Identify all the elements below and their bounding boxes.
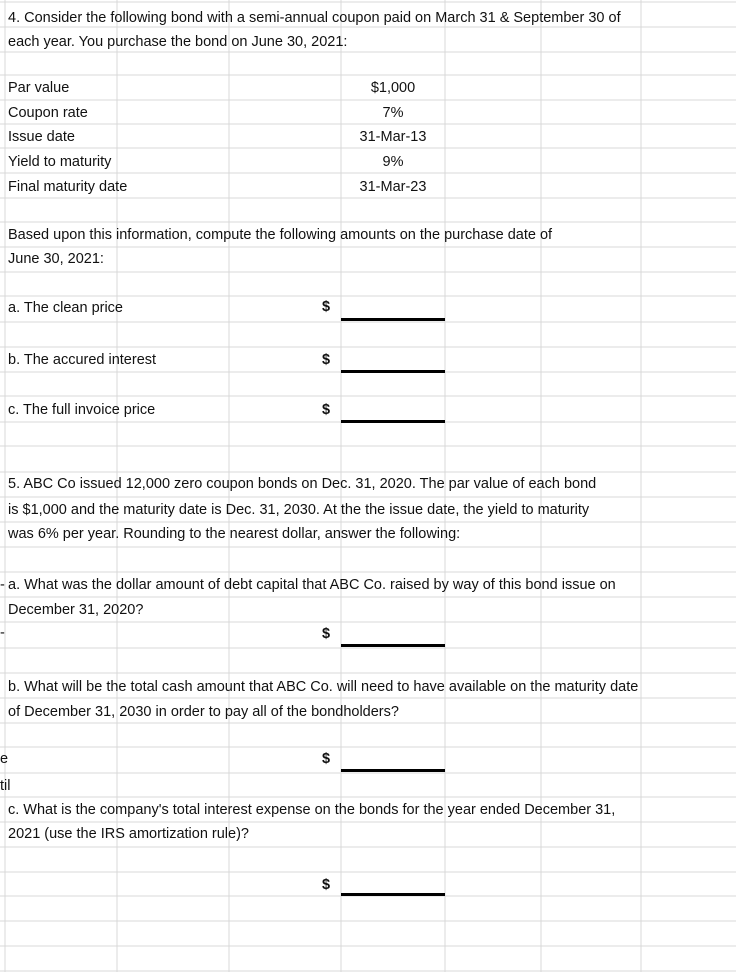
q5b-line1: b. What will be the total cash amount that ABC Co. will need to have available on the maturity date	[8, 679, 639, 695]
invoice-price-answer-line[interactable]	[341, 420, 445, 423]
param-value-par-value: $1,000	[370, 80, 416, 96]
q5b-answer-line[interactable]	[341, 769, 445, 772]
param-label-par-value: Par value	[8, 80, 70, 96]
q5c-line2: 2021 (use the IRS amortization rule)?	[8, 826, 249, 842]
cut-off-cell-dash-2: -	[0, 625, 5, 641]
q5-prompt-line1: 5. ABC Co issued 12,000 zero coupon bonds on Dec. 31, 2020. The par value of each bond	[8, 476, 597, 492]
clean-price-dollar-sign: $	[321, 299, 331, 315]
q5a-line2: December 31, 2020?	[8, 602, 144, 618]
q5a-dollar-sign: $	[321, 626, 331, 642]
cut-off-cell-e: e	[0, 751, 9, 767]
q5-prompt-line3: was 6% per year. Rounding to the nearest dollar, answer the following:	[8, 526, 461, 542]
param-label-maturity-date: Final maturity date	[8, 179, 128, 195]
accrued-interest-dollar-sign: $	[321, 352, 331, 368]
q4-item-accrued-interest: b. The accured interest	[8, 352, 157, 368]
q5b-line2: of December 31, 2030 in order to pay all of the bondholders?	[8, 704, 399, 720]
q4-instruction-line2: June 30, 2021:	[8, 251, 104, 267]
q5c-dollar-sign: $	[321, 877, 331, 893]
param-value-issue-date: 31-Mar-13	[359, 129, 427, 145]
param-label-yield: Yield to maturity	[8, 154, 112, 170]
q5b-dollar-sign: $	[321, 751, 331, 767]
q4-item-clean-price: a. The clean price	[8, 300, 123, 316]
q5c-answer-line[interactable]	[341, 893, 445, 896]
invoice-price-dollar-sign: $	[321, 402, 331, 418]
q4-prompt-line2: each year. You purchase the bond on June 30, 2021:	[8, 34, 348, 50]
q5-prompt-line2: is $1,000 and the maturity date is Dec. 31, 2030. At the the issue date, the yield to maturity	[8, 502, 590, 518]
q4-prompt-line1: 4. Consider the following bond with a semi-annual coupon paid on March 31 & September 30 of	[8, 10, 621, 26]
cut-off-cell-dash-1: -	[0, 577, 5, 593]
q4-item-full-invoice-price: c. The full invoice price	[8, 402, 156, 418]
param-label-issue-date: Issue date	[8, 129, 75, 145]
param-value-maturity-date: 31-Mar-23	[359, 179, 427, 195]
accrued-interest-answer-line[interactable]	[341, 370, 445, 373]
param-value-coupon-rate: 7%	[382, 105, 404, 121]
param-label-coupon-rate: Coupon rate	[8, 105, 88, 121]
cut-off-cell-til: til	[0, 778, 11, 794]
param-value-yield: 9%	[382, 154, 404, 170]
clean-price-answer-line[interactable]	[341, 318, 445, 321]
q4-instruction-line1: Based upon this information, compute the following amounts on the purchase date of	[8, 227, 553, 243]
q5c-line1: c. What is the company's total interest expense on the bonds for the year ended December 31,	[8, 802, 616, 818]
q5a-answer-line[interactable]	[341, 644, 445, 647]
q5a-line1: a. What was the dollar amount of debt capital that ABC Co. raised by way of this bond issue on	[8, 577, 616, 593]
